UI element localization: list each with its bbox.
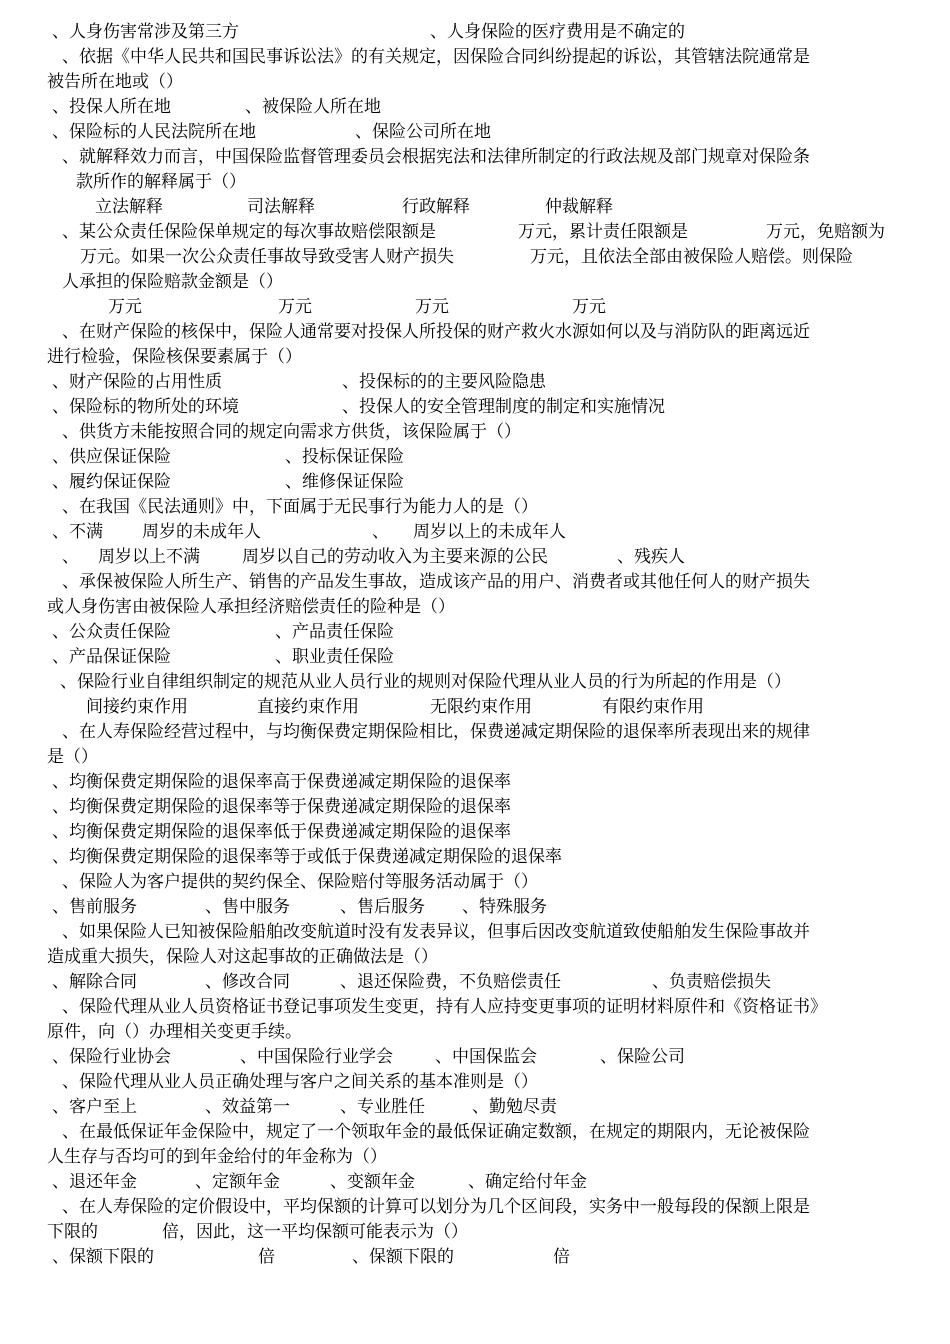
text-line-39-segment-2: 、修改合同: [205, 972, 290, 992]
text-line-16-segment-1: 、保险标的物所处的环境: [52, 397, 239, 417]
text-line-42-segment-2: 、中国保险行业学会: [240, 1047, 393, 1067]
text-line-16-segment-2: 、投保人的安全管理制度的制定和实施情况: [342, 397, 665, 417]
text-line-10-segment-2: 万元，且依法全部由被保险人赔偿。则保险: [530, 247, 853, 267]
text-line-36-segment-3: 、售后服务: [340, 897, 425, 917]
text-line-50-segment-4: 倍: [553, 1247, 570, 1267]
text-line-37-segment-1: 、如果保险人已知被保险船舶改变航道时没有发表异议，但事后因改变航道致使船舶发生保险事故并: [62, 922, 810, 942]
text-line-19-segment-2: 、维修保证保险: [285, 472, 404, 492]
text-line-4-segment-1: 、投保人所在地: [52, 97, 171, 117]
text-line-41-segment-1: 原件，向（）办理相关变更手续。: [47, 1022, 302, 1042]
text-line-2-segment-1: 、依据《中华人民共和国民事诉讼法》的有关规定，因保险合同纠纷提起的诉讼，其管辖法院通常是: [62, 47, 810, 67]
text-line-12-segment-1: 万元: [108, 297, 142, 317]
text-line-50-segment-3: 、保额下限的: [352, 1247, 454, 1267]
text-line-21-segment-4: 周岁以上的未成年人: [413, 522, 566, 542]
text-line-28-segment-1: 间接约束作用: [86, 697, 188, 717]
text-line-46-segment-1: 人生存与否均可的到年金给付的年金称为（）: [47, 1147, 387, 1167]
text-line-15-segment-2: 、投保标的的主要风险隐患: [342, 372, 546, 392]
text-line-1-segment-2: 、人身保险的医疗费用是不确定的: [430, 22, 685, 42]
text-line-26-segment-2: 、职业责任保险: [275, 647, 394, 667]
text-line-20-segment-1: 、在我国《民法通则》中，下面属于无民事行为能力人的是（）: [62, 497, 538, 517]
text-line-48-segment-1: 、在人寿保险的定价假设中，平均保额的计算可以划分为几个区间段，实务中一般每段的保额上限是: [62, 1197, 810, 1217]
text-line-11-segment-1: 人承担的保险赔款金额是（）: [62, 272, 283, 292]
text-line-27-segment-1: 、保险行业自律组织制定的规范从业人员行业的规则对保险代理从业人员的行为所起的作用是（）: [60, 672, 791, 692]
text-line-13-segment-1: 、在财产保险的核保中，保险人通常要对投保人所投保的财产救火水源如何以及与消防队的距离远近: [62, 322, 810, 342]
text-line-3-segment-1: 被告所在地或（）: [47, 72, 183, 92]
text-line-15-segment-1: 、财产保险的占用性质: [52, 372, 222, 392]
text-line-29-segment-1: 、在人寿保险经营过程中，与均衡保费定期保险相比，保费递减定期保险的退保率所表现出来的规律: [62, 722, 810, 742]
text-line-9-segment-3: 万元，免赔额为: [766, 222, 885, 242]
text-line-47-segment-3: 、变额年金: [330, 1172, 415, 1192]
text-line-44-segment-4: 、勤勉尽责: [472, 1097, 557, 1117]
text-line-28-segment-4: 有限约束作用: [602, 697, 704, 717]
text-line-12-segment-4: 万元: [572, 297, 606, 317]
text-line-30-segment-1: 是（）: [47, 747, 98, 767]
text-line-28-segment-3: 无限约束作用: [430, 697, 532, 717]
text-line-8-segment-4: 仲裁解释: [545, 197, 613, 217]
text-line-36-segment-1: 、售前服务: [52, 897, 137, 917]
text-line-6-segment-1: 、就解释效力而言，中国保险监督管理委员会根据宪法和法律所制定的行政法规及部门规章对保险条: [62, 147, 810, 167]
text-line-44-segment-1: 、客户至上: [52, 1097, 137, 1117]
text-line-50-segment-2: 倍: [258, 1247, 275, 1267]
text-line-21-segment-2: 周岁的未成年人: [142, 522, 261, 542]
text-line-42-segment-4: 、保险公司: [600, 1047, 685, 1067]
text-line-7-segment-1: 款所作的解释属于（）: [76, 172, 246, 192]
text-line-39-segment-3: 、退还保险费，不负赔偿责任: [340, 972, 561, 992]
text-line-22-segment-4: 、残疾人: [617, 547, 685, 567]
text-line-42-segment-3: 、中国保监会: [435, 1047, 537, 1067]
text-line-21-segment-1: 、不满: [52, 522, 103, 542]
text-line-44-segment-2: 、效益第一: [205, 1097, 290, 1117]
text-line-18-segment-1: 、供应保证保险: [52, 447, 171, 467]
text-line-19-segment-1: 、履约保证保险: [52, 472, 171, 492]
text-line-50-segment-1: 、保额下限的: [52, 1247, 154, 1267]
text-line-4-segment-2: 、被保险人所在地: [245, 97, 381, 117]
text-line-9-segment-2: 万元，累计责任限额是: [518, 222, 688, 242]
text-line-14-segment-1: 进行检验，保险核保要素属于（）: [47, 347, 302, 367]
text-line-45-segment-1: 、在最低保证年金保险中，规定了一个领取年金的最低保证确定数额，在规定的期限内，无论被保险: [62, 1122, 810, 1142]
text-line-22-segment-2: 周岁以上不满: [98, 547, 200, 567]
text-line-47-segment-2: 、定额年金: [195, 1172, 280, 1192]
text-line-47-segment-4: 、确定给付年金: [468, 1172, 587, 1192]
text-line-8-segment-2: 司法解释: [247, 197, 315, 217]
text-line-39-segment-4: 、负责赔偿损失: [652, 972, 771, 992]
text-line-47-segment-1: 、退还年金: [52, 1172, 137, 1192]
text-line-35-segment-1: 、保险人为客户提供的契约保全、保险赔付等服务活动属于（）: [62, 872, 538, 892]
text-line-43-segment-1: 、保险代理从业人员正确处理与客户之间关系的基本准则是（）: [62, 1072, 538, 1092]
text-line-33-segment-1: 、均衡保费定期保险的退保率低于保费递减定期保险的退保率: [52, 822, 511, 842]
text-line-9-segment-1: 、某公众责任保险保单规定的每次事故赔偿限额是: [62, 222, 436, 242]
text-line-22-segment-1: 、: [62, 547, 79, 567]
text-line-12-segment-3: 万元: [415, 297, 449, 317]
text-line-28-segment-2: 直接约束作用: [257, 697, 359, 717]
text-line-21-segment-3: 、: [372, 522, 389, 542]
text-line-5-segment-1: 、保险标的人民法院所在地: [52, 122, 256, 142]
text-line-31-segment-1: 、均衡保费定期保险的退保率高于保费递减定期保险的退保率: [52, 772, 511, 792]
text-line-36-segment-4: 、特殊服务: [462, 897, 547, 917]
text-line-22-segment-3: 周岁以自己的劳动收入为主要来源的公民: [242, 547, 548, 567]
text-line-44-segment-3: 、专业胜任: [340, 1097, 425, 1117]
text-line-25-segment-2: 、产品责任保险: [275, 622, 394, 642]
text-line-18-segment-2: 、投标保证保险: [285, 447, 404, 467]
text-line-5-segment-2: 、保险公司所在地: [355, 122, 491, 142]
text-line-40-segment-1: 、保险代理从业人员资格证书登记事项发生变更，持有人应持变更事项的证明材料原件和《资格证书》: [62, 997, 827, 1017]
text-line-17-segment-1: 、供货方未能按照合同的规定向需求方供货，该保险属于（）: [62, 422, 521, 442]
text-line-1-segment-1: 、人身伤害常涉及第三方: [52, 22, 239, 42]
text-line-23-segment-1: 、承保被保险人所生产、销售的产品发生事故，造成该产品的用户、消费者或其他任何人的财产损失: [62, 572, 810, 592]
text-line-32-segment-1: 、均衡保费定期保险的退保率等于保费递减定期保险的退保率: [52, 797, 511, 817]
text-line-34-segment-1: 、均衡保费定期保险的退保率等于或低于保费递减定期保险的退保率: [52, 847, 562, 867]
text-line-42-segment-1: 、保险行业协会: [52, 1047, 171, 1067]
text-line-38-segment-1: 造成重大损失，保险人对这起事故的正确做法是（）: [47, 947, 438, 967]
text-line-36-segment-2: 、售中服务: [205, 897, 290, 917]
text-line-26-segment-1: 、产品保证保险: [52, 647, 171, 667]
text-line-8-segment-1: 立法解释: [95, 197, 163, 217]
text-line-24-segment-1: 或人身伤害由被保险人承担经济赔偿责任的险种是（）: [47, 597, 455, 617]
text-line-49-segment-2: 倍，因此，这一平均保额可能表示为（）: [162, 1222, 468, 1242]
text-line-25-segment-1: 、公众责任保险: [52, 622, 171, 642]
text-line-49-segment-1: 下限的: [47, 1222, 98, 1242]
text-line-10-segment-1: 万元。如果一次公众责任事故导致受害人财产损失: [80, 247, 454, 267]
text-line-12-segment-2: 万元: [278, 297, 312, 317]
text-line-39-segment-1: 、解除合同: [52, 972, 137, 992]
text-line-8-segment-3: 行政解释: [402, 197, 470, 217]
